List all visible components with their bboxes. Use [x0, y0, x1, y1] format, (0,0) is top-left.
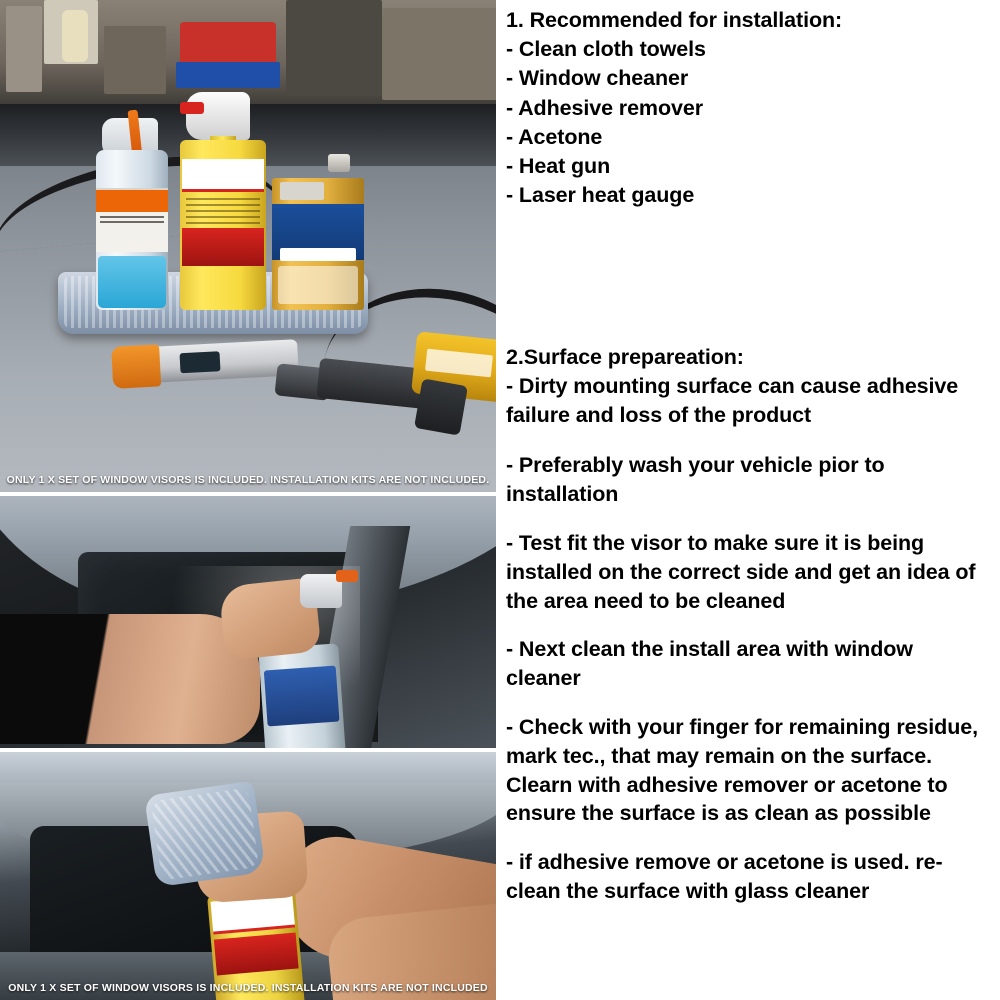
sprayer-nozzle [336, 570, 358, 582]
photo-caption: ONLY 1 X SET OF WINDOW VISORS IS INCLUDED. INSTALLATION KITS ARE NOT INCLUDED [8, 982, 488, 994]
section-2 [506, 343, 990, 906]
section-1 [506, 6, 990, 211]
sprayer-trigger [186, 92, 250, 140]
section-2-paragraph: - Test fit the visor to make sure it is being installed on the correct side and get an idea of the area need to be cleaned [506, 531, 976, 613]
section-1-item: - Clean cloth towels [506, 37, 706, 62]
heat-gun [318, 322, 496, 432]
label-text-lines [186, 198, 260, 224]
section-spacer [506, 211, 990, 343]
section-2-paragraph: - Preferably wash your vehicle pior to installation [506, 453, 885, 507]
sprayer-nozzle [180, 102, 204, 114]
section-1-item: - Heat gun [506, 154, 611, 179]
forearm [0, 614, 260, 744]
gauge-grip [111, 344, 161, 388]
klean-strip-logo [280, 182, 324, 200]
blue-bin [176, 62, 280, 88]
section-1-heading: 1. Recommended for installation: [506, 8, 843, 32]
acetone-wordmark [280, 248, 356, 261]
label-red-band [182, 228, 264, 266]
microfiber-towel [144, 781, 266, 887]
all-purpose-sprayer-bottle [96, 110, 168, 310]
laser-heat-gauge [111, 331, 299, 393]
photo-wiping-window [0, 752, 496, 1000]
garage-bottle [62, 10, 88, 62]
can-blue-band [272, 204, 364, 260]
section-1-item: - Laser heat gauge [506, 183, 695, 208]
section-2-paragraph: - if adhesive remove or acetone is used. re-clean the surface with glass cleaner [506, 850, 943, 904]
bottle-body [180, 140, 266, 310]
gauge-display [180, 351, 221, 373]
section-2-heading: 2.Surface prepareation: [506, 344, 744, 369]
bottle-liquid [98, 256, 166, 308]
can-lower-label [278, 266, 358, 304]
can-cap [328, 154, 350, 172]
label-text-lines [100, 216, 164, 224]
spray-bottle [258, 643, 345, 748]
garage-clutter-item [6, 6, 42, 92]
photo-caption: ONLY 1 X SET OF WINDOW VISORS IS INCLUDED. INSTALLATION KITS ARE NOT INCLUDED. [6, 474, 490, 486]
instructions-column [496, 0, 1000, 1000]
section-2-paragraph: - Next clean the install area with window cleaner [506, 637, 913, 691]
section-2-paragraph: - Dirty mounting surface can cause adhesive failure and loss of the product [506, 373, 959, 427]
photo-spraying-window [0, 496, 496, 748]
section-1-item: - Window cheaner [506, 66, 689, 91]
garage-clutter-item [104, 26, 166, 94]
garage-clutter-item [286, 0, 382, 96]
garage-wall [382, 8, 496, 100]
label-top-band [182, 159, 264, 192]
photo-tools-and-chemicals [0, 0, 496, 492]
bottle-label [96, 188, 168, 252]
label-red-band [214, 932, 299, 975]
heat-gun-grip [414, 378, 468, 435]
section-1-item: - Adhesive remover [506, 95, 703, 120]
photo-column [0, 0, 496, 1000]
section-2-paragraph: - Check with your finger for remaining residue, mark tec., that may remain on the surface. Clearn with adhesive remover or acetone to ensure the surface is as clean as possible [506, 715, 978, 826]
can-body [272, 178, 364, 310]
label-brand-band [96, 190, 168, 212]
goof-off-bottle [180, 88, 266, 310]
section-1-item: - Acetone [506, 124, 603, 149]
acetone-can [272, 168, 364, 310]
